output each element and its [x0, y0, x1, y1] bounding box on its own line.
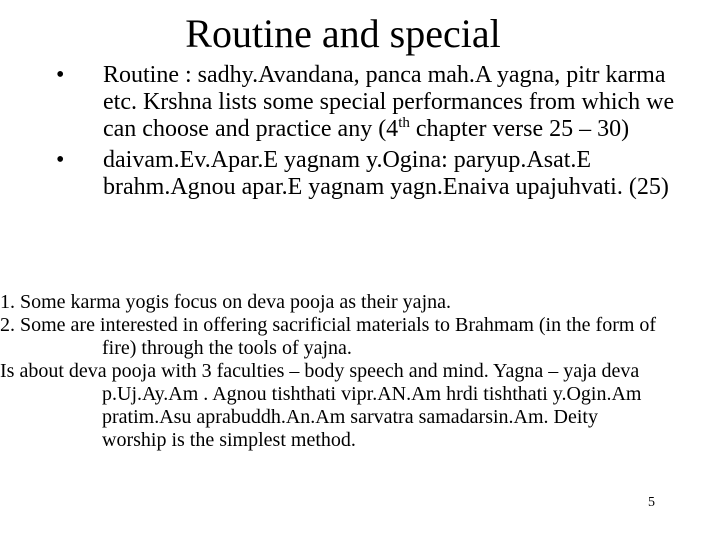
- slide-title: Routine and special: [185, 11, 501, 56]
- bullet-list: [0, 62, 720, 201]
- bullet-item: [0, 147, 720, 201]
- note-item: 1. Some karma yogis focus on deva pooja as their yajna.: [0, 291, 451, 313]
- bullet-text-tail: chapter verse 25 – 30): [409, 116, 630, 142]
- bullet-item: [0, 62, 720, 143]
- notes-list: [0, 291, 660, 452]
- bullet-marker: •: [56, 147, 65, 173]
- page-number: 5: [648, 495, 655, 510]
- bullet-text: daivam.Ev.Apar.E yagnam y.Ogina: paryup.Asat.E brahm.Agnou apar.E yagnam yagn.Enaiva upajuhvati. (25): [103, 147, 669, 200]
- bullet-text: [103, 62, 683, 143]
- bullet-marker: •: [56, 62, 65, 88]
- ordinal-superscript: th: [398, 115, 410, 131]
- note-item: Is about deva pooja with 3 faculties – body speech and mind. Yagna – yaja deva p.Uj.Ay.Am . Agnou tishthati vipr.AN.Am hrdi tishthati y.Ogin.Am pratim.Asu aprabuddh.An.Am sarvatra samadarsin.Am. Deity worship is the simplest method.: [0, 360, 642, 451]
- note-item: 2. Some are interested in offering sacrificial materials to Brahmam (in the form of fire) through the tools of yajna.: [0, 314, 657, 359]
- bullet-text-main: Routine : sadhy.Avandana, panca mah.A yagna, pitr karma etc. Krshna lists some special performances from which we can choose and practice any (4: [103, 62, 675, 142]
